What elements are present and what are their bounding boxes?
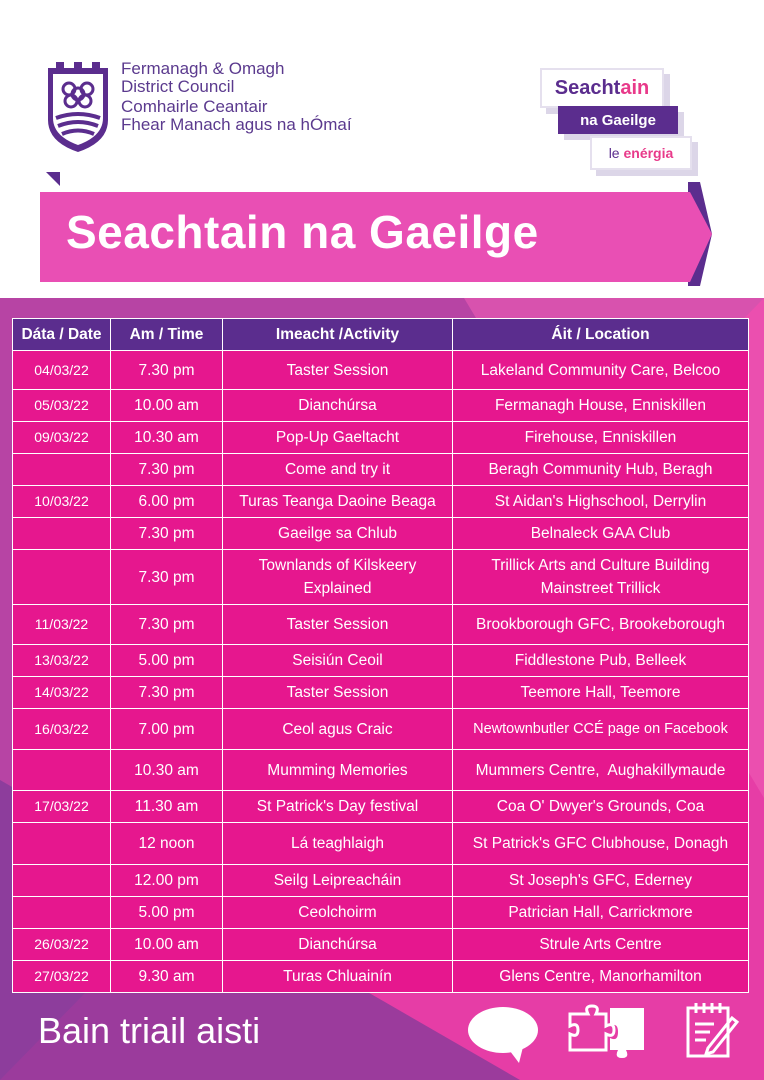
- cell-time: 7.30 pm: [111, 550, 223, 605]
- footer-tagline: Bain triail aisti: [38, 1010, 261, 1051]
- header-date: Dáta / Date: [13, 319, 111, 351]
- cell-date: 11/03/22: [13, 605, 111, 645]
- cell-activity: Ceolchoirm: [223, 897, 453, 929]
- speech-bubble-icon: [465, 1003, 541, 1065]
- cell-time: 7.00 pm: [111, 709, 223, 750]
- cell-activity: Mumming Memories: [223, 750, 453, 791]
- cell-activity: Seilg Leipreacháin: [223, 865, 453, 897]
- cell-activity: Turas Teanga Daoine Beaga: [223, 486, 453, 518]
- cell-activity: Ceol agus Craic: [223, 709, 453, 750]
- cell-time: 5.00 pm: [111, 645, 223, 677]
- table-row: [13, 709, 749, 750]
- cell-date: 13/03/22: [13, 645, 111, 677]
- table-row: [13, 390, 749, 422]
- table-row: [13, 605, 749, 645]
- table-row: [13, 518, 749, 550]
- cell-date: 17/03/22: [13, 791, 111, 823]
- cell-location: Fiddlestone Pub, Belleek: [453, 645, 749, 677]
- table-row: [13, 865, 749, 897]
- table-row: [13, 486, 749, 518]
- cell-time: 10.30 am: [111, 422, 223, 454]
- cell-location: Lakeland Community Care, Belcoo: [453, 351, 749, 390]
- brand-word3a: le: [608, 145, 620, 161]
- council-name-ga-1: Comhairle Ceantair: [121, 97, 268, 116]
- table-row: [13, 750, 749, 791]
- table-row: [13, 897, 749, 929]
- table-header-row: [13, 319, 749, 351]
- table-row: [13, 929, 749, 961]
- seachtain-logo: [540, 68, 700, 178]
- council-name-en-2: District Council: [121, 77, 235, 96]
- header-activity: Imeacht /Activity: [223, 319, 453, 351]
- cell-location: Coa O' Dwyer's Grounds, Coa: [453, 791, 749, 823]
- brand-word1a: Seacht: [554, 76, 621, 99]
- cell-time: 7.30 pm: [111, 454, 223, 486]
- cell-time: 7.30 pm: [111, 677, 223, 709]
- cell-date: [13, 823, 111, 865]
- cell-location: St Joseph's GFC, Ederney: [453, 865, 749, 897]
- page-title: Seachtain na Gaeilge: [66, 206, 539, 258]
- cell-activity: Turas Chluainín: [223, 961, 453, 993]
- cell-time: 7.30 pm: [111, 518, 223, 550]
- cell-date: 16/03/22: [13, 709, 111, 750]
- cell-date: 14/03/22: [13, 677, 111, 709]
- cell-location: Glens Centre, Manorhamilton: [453, 961, 749, 993]
- cell-activity: Dianchúrsa: [223, 929, 453, 961]
- table-row: [13, 351, 749, 390]
- cell-time: 12.00 pm: [111, 865, 223, 897]
- cell-activity: Lá teaghlaigh: [223, 823, 453, 865]
- cell-activity: Townlands of Kilskeery Explained: [223, 550, 453, 605]
- cell-location: Beragh Community Hub, Beragh: [453, 454, 749, 486]
- cell-date: [13, 518, 111, 550]
- cell-date: [13, 550, 111, 605]
- cell-activity: Come and try it: [223, 454, 453, 486]
- brand-bottom-box: [590, 136, 692, 170]
- notepad-pencil-icon: [684, 1000, 740, 1060]
- header-location: Áit / Location: [453, 319, 749, 351]
- cell-activity: Dianchúrsa: [223, 390, 453, 422]
- cell-date: [13, 750, 111, 791]
- cell-location: Belnaleck GAA Club: [453, 518, 749, 550]
- schedule-table: [12, 318, 749, 993]
- cell-activity: Taster Session: [223, 605, 453, 645]
- cell-date: 10/03/22: [13, 486, 111, 518]
- cell-date: [13, 454, 111, 486]
- cell-activity: St Patrick's Day festival: [223, 791, 453, 823]
- shield-crest-icon: [46, 62, 110, 152]
- cell-time: 12 noon: [111, 823, 223, 865]
- cell-date: 04/03/22: [13, 351, 111, 390]
- table-row: [13, 791, 749, 823]
- cell-location: Strule Arts Centre: [453, 929, 749, 961]
- table-row: [13, 645, 749, 677]
- cell-date: 26/03/22: [13, 929, 111, 961]
- cell-time: 10.00 am: [111, 929, 223, 961]
- brand-mid-box: na Gaeilge: [558, 106, 678, 134]
- cell-location: Fermanagh House, Enniskillen: [453, 390, 749, 422]
- cell-location: Teemore Hall, Teemore: [453, 677, 749, 709]
- cell-location: St Aidan's Highschool, Derrylin: [453, 486, 749, 518]
- cell-location: Patrician Hall, Carrickmore: [453, 897, 749, 929]
- table-row: [13, 823, 749, 865]
- cell-time: 5.00 pm: [111, 897, 223, 929]
- cell-time: 10.00 am: [111, 390, 223, 422]
- table-row: [13, 961, 749, 993]
- cell-time: 9.30 am: [111, 961, 223, 993]
- cell-location: Brookborough GFC, Brookeborough: [453, 605, 749, 645]
- cell-time: 11.30 am: [111, 791, 223, 823]
- council-name-ga-2: Fhear Manach agus na hÓmaí: [121, 115, 352, 134]
- table-row: [13, 454, 749, 486]
- header-time: Am / Time: [111, 319, 223, 351]
- cell-location: Mummers Centre, Aughakillymaude: [453, 750, 749, 791]
- cell-date: 05/03/22: [13, 390, 111, 422]
- cell-location: St Patrick's GFC Clubhouse, Donagh: [453, 823, 749, 865]
- cell-activity: Seisiún Ceoil: [223, 645, 453, 677]
- cell-time: 7.30 pm: [111, 351, 223, 390]
- cell-activity: Gaeilge sa Chlub: [223, 518, 453, 550]
- cell-date: 27/03/22: [13, 961, 111, 993]
- cell-time: 6.00 pm: [111, 486, 223, 518]
- cell-location: Newtownbutler CCÉ page on Facebook: [453, 709, 749, 750]
- cell-activity: Taster Session: [223, 677, 453, 709]
- table-row: [13, 422, 749, 454]
- cell-date: [13, 865, 111, 897]
- council-name-en-1: Fermanagh & Omagh: [121, 59, 285, 78]
- cell-time: 10.30 am: [111, 750, 223, 791]
- cell-activity: Pop-Up Gaeltacht: [223, 422, 453, 454]
- council-name: [121, 60, 352, 134]
- cell-date: 09/03/22: [13, 422, 111, 454]
- cell-location: Trillick Arts and Culture Building Mainstreet Trillick: [453, 550, 749, 605]
- cell-date: [13, 897, 111, 929]
- cell-activity: Taster Session: [223, 351, 453, 390]
- cell-location: Firehouse, Enniskillen: [453, 422, 749, 454]
- table-row: [13, 550, 749, 605]
- table-row: [13, 677, 749, 709]
- brand-word1b: ain: [620, 76, 650, 99]
- brand-word3b: enérgia: [623, 145, 674, 161]
- cell-time: 7.30 pm: [111, 605, 223, 645]
- brand-top-box: [540, 68, 664, 108]
- puzzle-pieces-icon: [566, 1004, 648, 1060]
